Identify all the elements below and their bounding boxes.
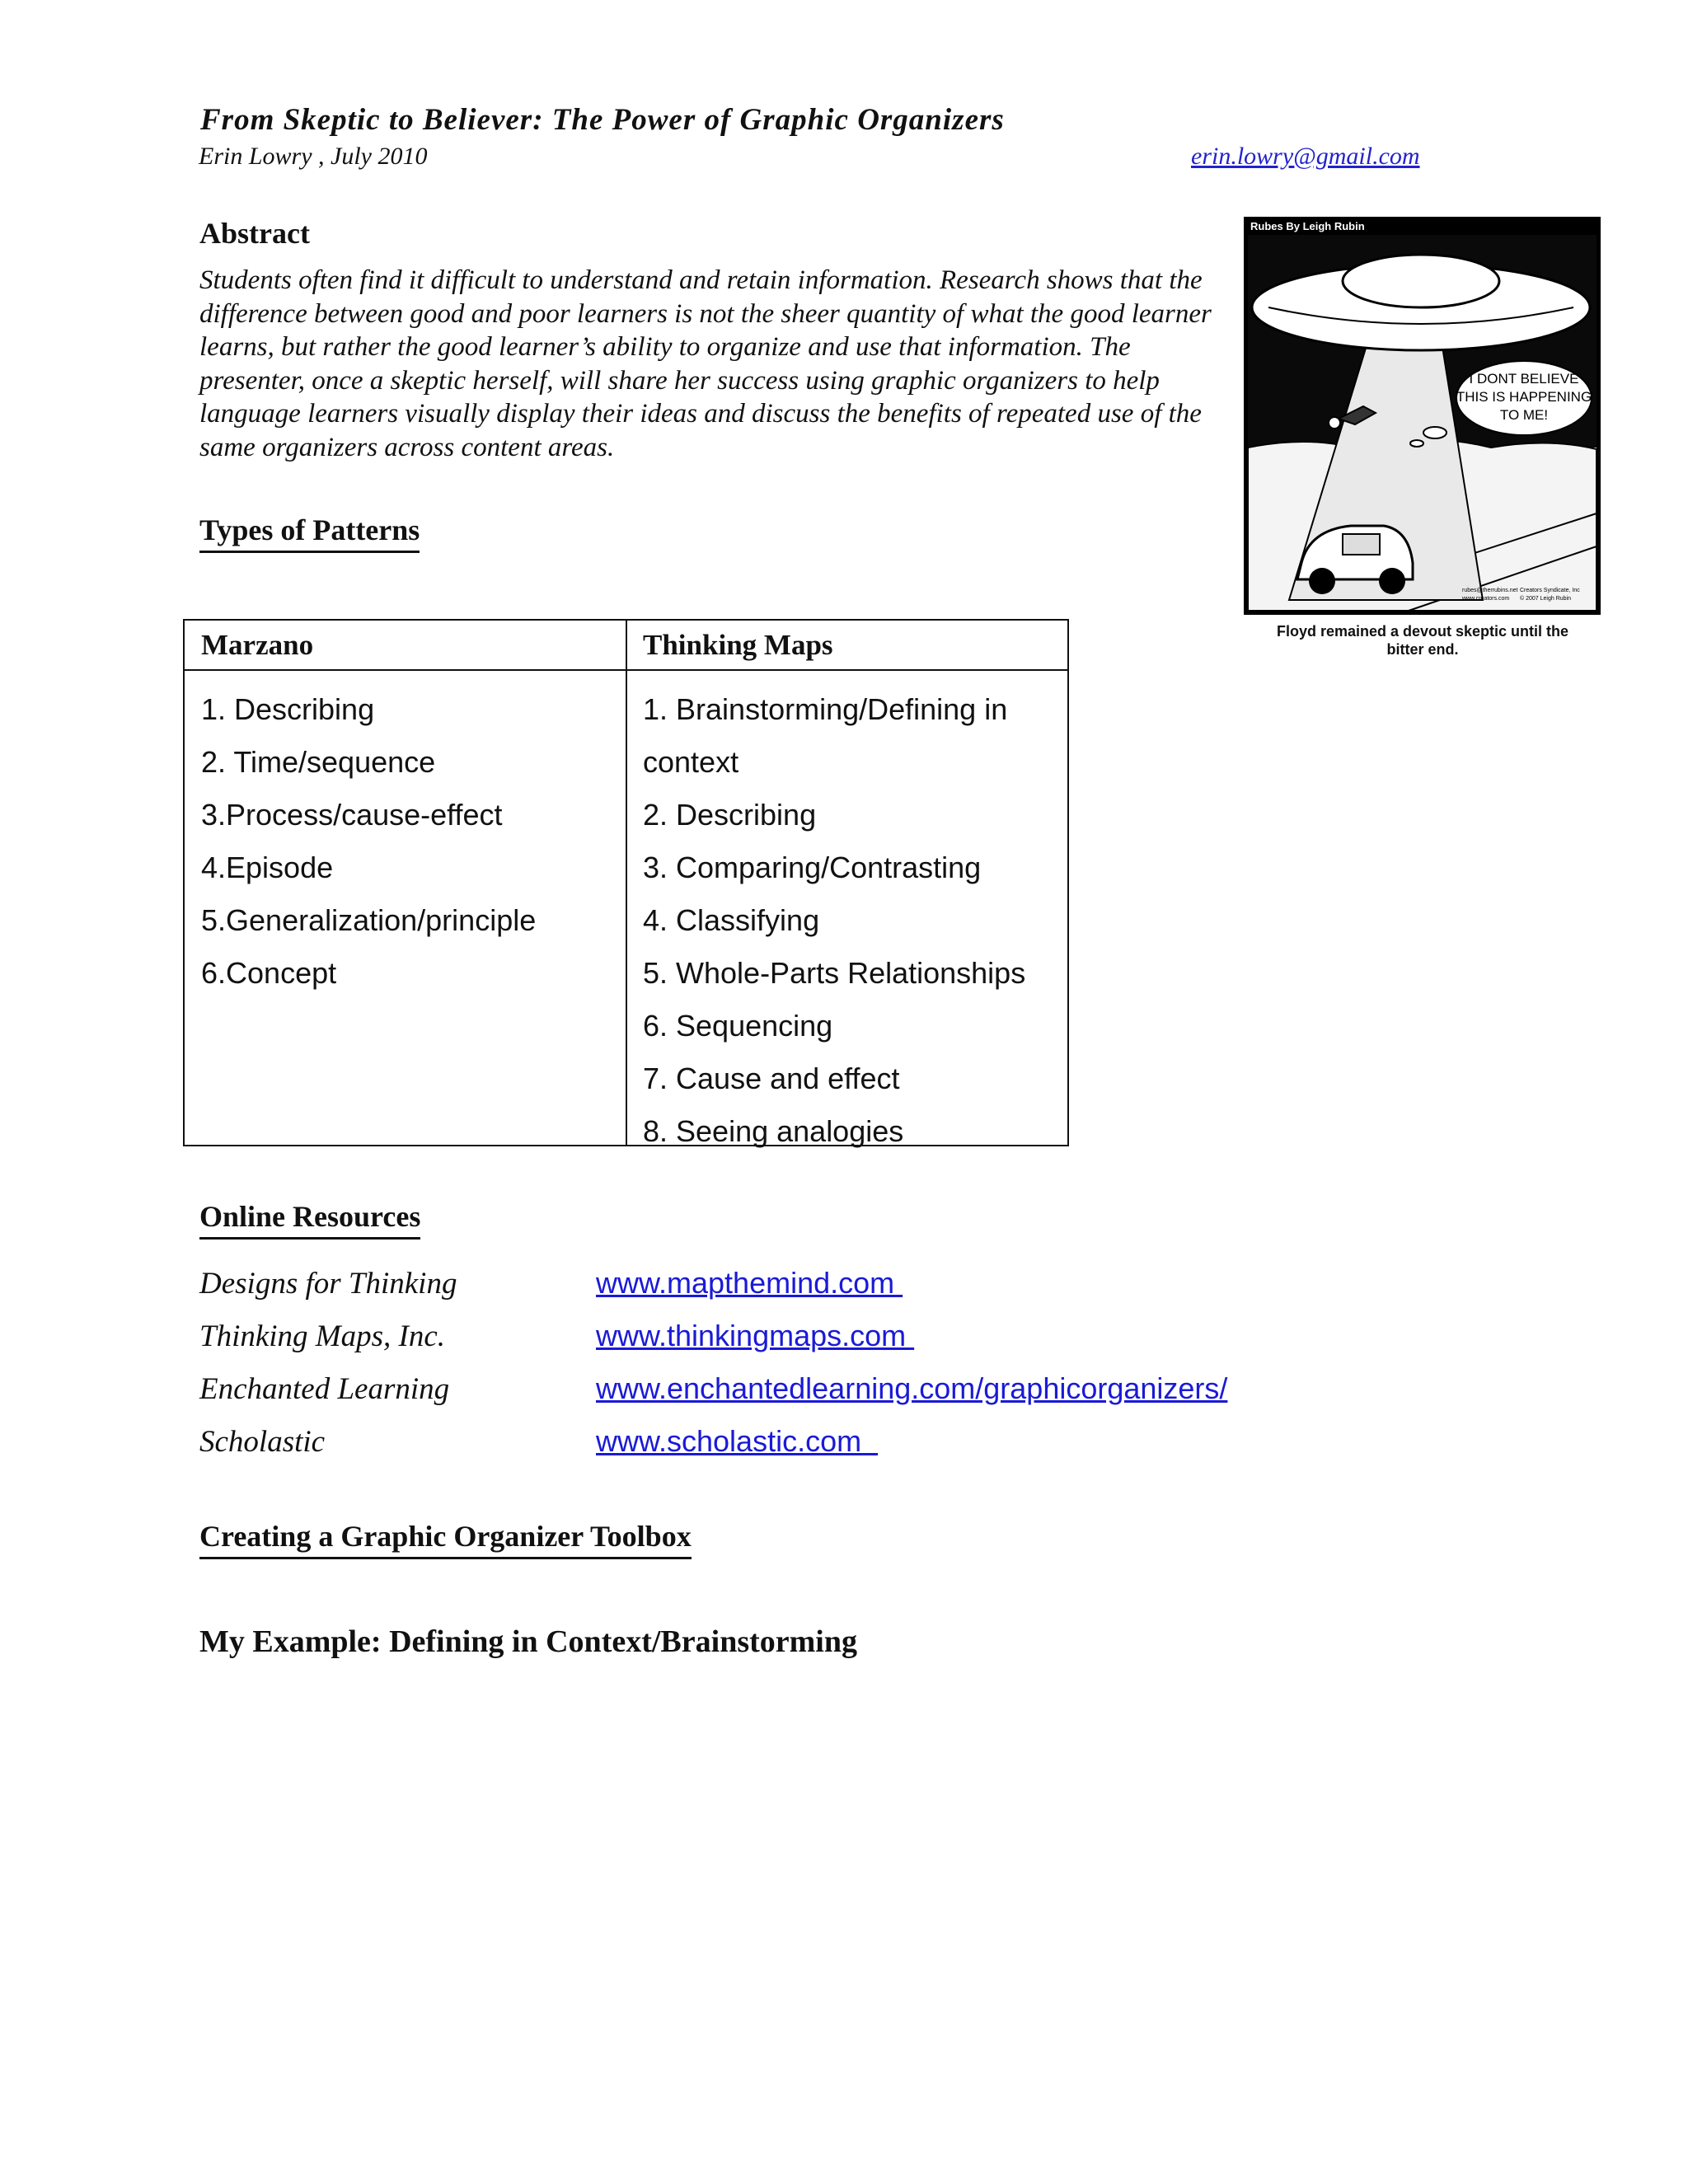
resource-name: Thinking Maps, Inc. <box>199 1319 446 1353</box>
abstract-heading: Abstract <box>199 217 310 250</box>
resource-name: Enchanted Learning <box>199 1372 450 1406</box>
document-title: From Skeptic to Believer: The Power of Graphic Organizers <box>200 103 1005 137</box>
credit-line-4: © 2007 Leigh Rubin <box>1520 596 1571 602</box>
resource-name: Scholastic <box>199 1425 326 1459</box>
abstract-text: Students often find it difficult to understand and retain information. Research shows that the difference between good and poor learners is not the sheer quantity of what the good learner learns, but rather the good learner’s ability to organize and use that information. The presenter, once a skeptic herself, will share her success using graphic organizers to help language learners visually display their ideas and discuss the benefits of repeated use of the same organizers across content areas. <box>199 265 1212 462</box>
resource-link[interactable]: www.thinkingmaps.com <box>596 1319 915 1352</box>
toolbox-heading: Creating a Graphic Organizer Toolbox <box>199 1519 692 1559</box>
marzano-list <box>201 683 613 1000</box>
list-item: 1. Describing <box>201 692 375 726</box>
resource-link[interactable]: www.scholastic.com <box>596 1424 879 1458</box>
list-item: 1. Brainstorming/Defining in <box>643 692 1008 726</box>
list-item: 6.Concept <box>201 956 337 990</box>
resource-row <box>199 1266 1353 1319</box>
author-byline: Erin Lowry , July 2010 <box>199 143 428 170</box>
cartoon-label: Rubes By Leigh Rubin <box>1250 220 1365 232</box>
table-divider-horizontal <box>185 669 1067 671</box>
cartoon-image <box>1244 217 1601 615</box>
list-item: 5. Whole-Parts Relationships <box>643 956 1026 990</box>
list-item: 4.Episode <box>201 851 334 884</box>
speech-line-3: TO ME! <box>1499 407 1549 423</box>
speech-line-2: THIS IS HAPPENING <box>1456 389 1592 405</box>
list-item: 3.Process/cause-effect <box>201 798 503 832</box>
resource-link[interactable]: www.mapthemind.com <box>596 1266 903 1300</box>
ufo-cartoon-illustration <box>1244 217 1601 615</box>
resource-row <box>199 1424 1353 1477</box>
patterns-table <box>183 619 1069 1146</box>
online-resources-heading: Online Resources <box>199 1199 420 1240</box>
resource-row <box>199 1319 1353 1371</box>
resource-link[interactable]: www.enchantedlearning.com/graphicorganizers/ <box>596 1371 1228 1405</box>
credit-line-2: www.creators.com <box>1462 596 1510 602</box>
caption-line-2: bitter end. <box>1386 641 1459 658</box>
list-item: 8. Seeing analogies <box>643 1114 904 1148</box>
table-header-thinking-maps: Thinking Maps <box>643 629 833 661</box>
table-header-marzano: Marzano <box>201 629 314 661</box>
list-item: 7. Cause and effect <box>643 1062 900 1095</box>
list-item: 4. Classifying <box>643 903 820 937</box>
list-item: context <box>643 745 739 779</box>
resource-name: Designs for Thinking <box>199 1267 457 1301</box>
list-item: 3. Comparing/Contrasting <box>643 851 982 884</box>
credit-line-1: rubes@therrubins.net <box>1462 588 1518 593</box>
list-item: 6. Sequencing <box>643 1009 833 1043</box>
thinking-maps-list <box>643 683 1055 1158</box>
caption-line-1: Floyd remained a devout skeptic until the <box>1276 623 1569 640</box>
resource-row <box>199 1371 1353 1424</box>
example-heading: My Example: Defining in Context/Brainstorming <box>199 1624 857 1659</box>
credit-line-3: Creators Syndicate, Inc <box>1520 588 1580 593</box>
list-item: 2. Describing <box>643 798 817 832</box>
list-item: 5.Generalization/principle <box>201 903 537 937</box>
author-email-link[interactable]: erin.lowry@gmail.com <box>1191 143 1420 170</box>
cartoon-caption <box>1236 622 1609 658</box>
list-item: 2. Time/sequence <box>201 745 436 779</box>
speech-line-1: I DONT BELIEVE <box>1469 371 1579 387</box>
patterns-heading: Types of Patterns <box>199 513 420 553</box>
table-divider-vertical <box>626 621 627 1145</box>
